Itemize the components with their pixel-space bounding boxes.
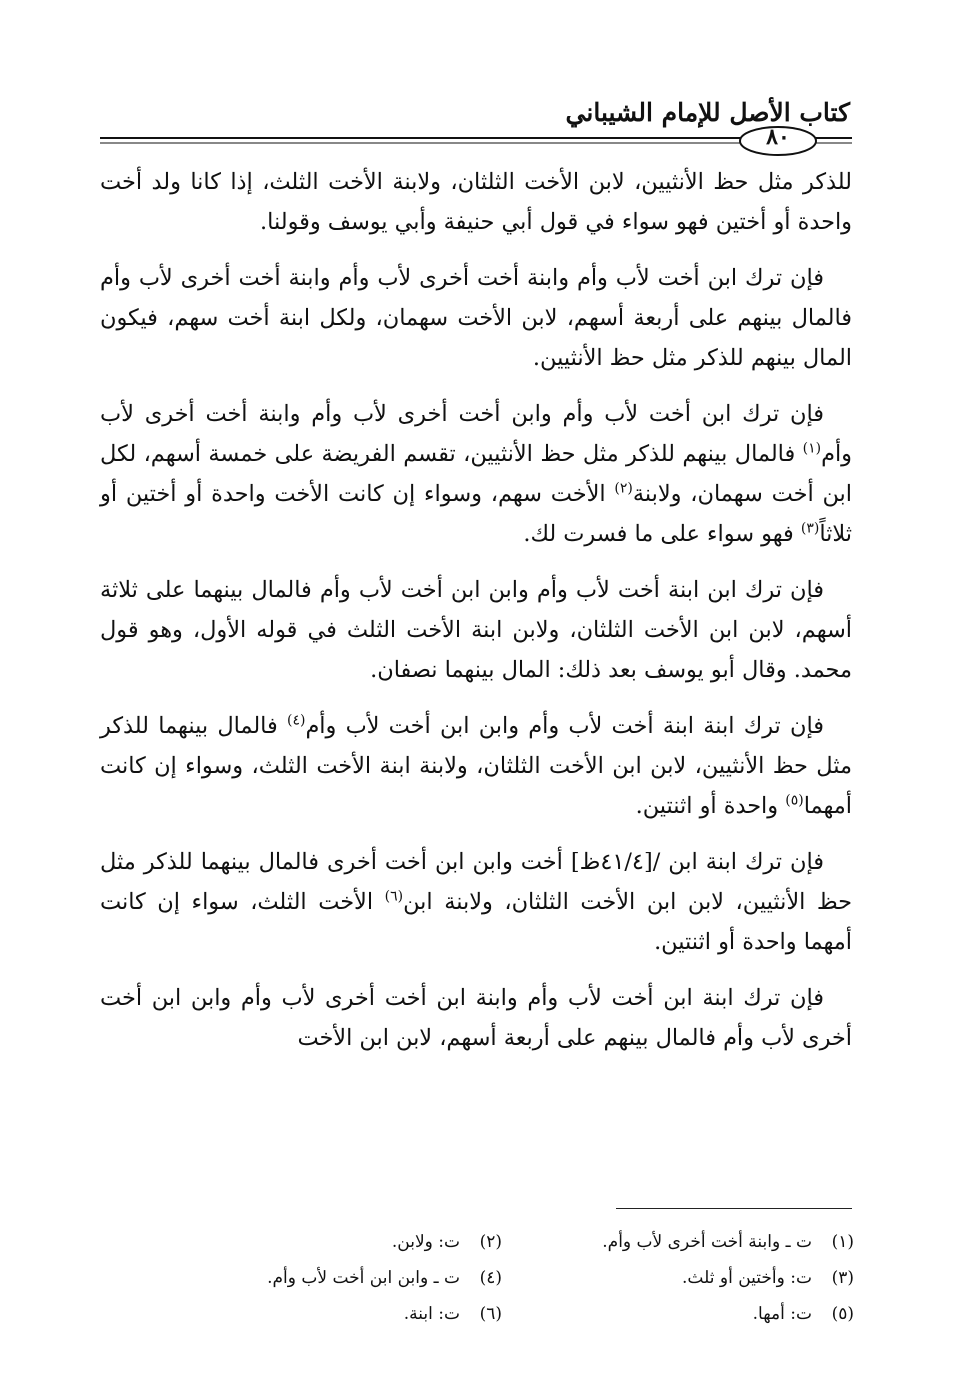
footnote-row [150,1224,854,1260]
text-run: فإن ترك ابن ابنة أخت لأب وأم وابن ابن أخت لأب وأم فالمال بينهما على ثلاثة أسهم، لابن ابن الأخت الثلثان، ولابن ابنة الأخت الثلث في قوله الأول، وهو قول محمد. وقال أبو يوسف بعد ذلك: المال بينهما نصفان. [100,577,852,683]
text-run: واحدة أو اثنتين. [635,793,786,819]
text-run: فإن ترك ابنة ابنة أخت لأب وأم وابن ابن أخت لأب وأم [305,713,824,739]
paragraph [100,258,852,378]
footnotes [150,1224,854,1332]
footnote-reference: (٣) [800,520,820,537]
footnote-number: (٥) [831,1304,854,1324]
footnote-text: ت: وأختين أو ثلث. [682,1268,812,1288]
text-run: الأخت الثلث، سواء إن كانت أمهما واحدة أو اثنتين. [100,889,852,955]
paragraph [100,570,852,690]
footnote-text: ت: ولابن. [391,1232,460,1252]
footnote-text: ت: ابنة. [403,1304,460,1324]
footnote-row [150,1260,854,1296]
footnote-number: (٣) [831,1268,854,1288]
footnote-number: (٦) [479,1304,502,1324]
paragraph [100,394,852,554]
footnote-number: (٢) [479,1232,502,1252]
footnote-reference: (١) [802,440,822,457]
footnote-text: ت ـ وابن ابن أخت لأب وأم. [267,1268,460,1288]
footnote-reference: (٥) [785,792,804,809]
footnote-row [150,1296,854,1332]
footnote [502,1224,854,1260]
footnote-text: ت ـ وابنة أخت أخرى لأب وأم. [602,1232,812,1252]
paragraph [100,162,852,242]
main-text [100,162,852,1074]
footnote-text: ت: أمها. [752,1304,812,1324]
text-run: للذكر مثل حظ الأنثيين، لابن الأخت الثلثان، ولابنة الأخت الثلث، إذا كانا ولد أخت واحدة أو أختين فهو سواء في قول أبي حنيفة وأبي يوسف وقولنا. [100,169,852,235]
paragraph [100,842,852,962]
footnote [502,1260,854,1296]
footnote-separator [616,1208,852,1209]
text-run: فالمال بينهما للذكر مثل حظ الأنثيين، لابن ابن الأخت الثلثان، ولابنة ابنة الأخت الثلث، وسواء إن كانت أمهما [100,713,852,819]
footnote [150,1260,502,1296]
footnote-reference: (٤) [286,712,306,729]
text-run: فهو سواء على ما فسرت لك. [523,521,801,547]
text-run: فإن ترك ابنة ابن /[٤١/٤ظ] أخت وابن ابن أخت أخرى فالمال بينهما للذكر مثل حظ الأنثيين، لابن ابن الأخت الثلثان، ولابنة ابن [100,849,852,915]
text-run: الأخت سهم، وسواء إن كانت الأخت واحدة أو أختين أو ثلاثاً [100,481,852,547]
footnote [502,1296,854,1332]
footnote-number: (٤) [479,1268,502,1288]
page-number: ٨٠ [766,124,790,150]
paragraph [100,978,852,1058]
text-run: فالمال بينهم للذكر مثل حظ الأنثيين، تقسم الفريضة على خمسة أسهم، لكل ابن أخت سهمان، ولابنة [100,441,852,507]
paragraph [100,706,852,826]
text-run: فإن ترك ابنة ابن أخت لأب وأم وابنة ابن أخت أخرى لأب وأم وابن ابن أخت أخرى لأب وأم فالمال بينهم على أربعة أسهم، لابن ابن الأخت [100,985,852,1051]
footnote [150,1224,502,1260]
footnote-reference: (٢) [614,480,633,497]
text-run: فإن ترك ابن أخت لأب وأم وابنة أخت أخرى لأب وأم وابنة أخت أخرى لأب وأم فالمال بينهم على أربعة أسهم، لابن الأخت سهمان، ولكل ابنة أخت سهم، فيكون المال بينهم للذكر مثل حظ الأنثيين. [100,265,852,371]
footnote-number: (١) [831,1232,854,1252]
text-run: فإن ترك ابن أخت لأب وأم وابن أخت أخرى لأب وأم وابنة أخت أخرى لأب وأم [100,401,852,467]
running-header-title: كتاب الأصل للإمام الشيباني [565,98,850,127]
footnote-reference: (٦) [384,888,404,905]
footnote [150,1296,502,1332]
